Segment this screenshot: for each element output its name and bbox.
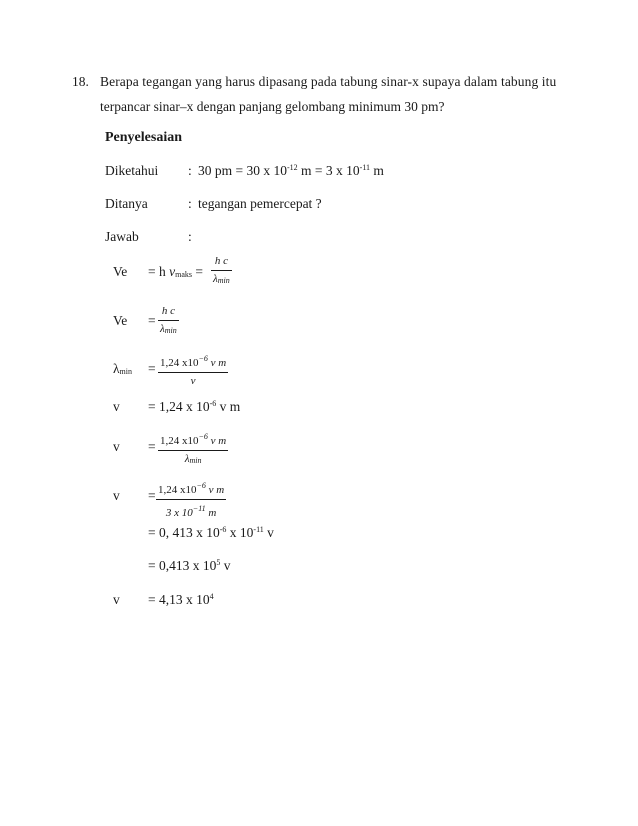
step5-eq: = — [148, 439, 156, 454]
solution-heading: Penyelesaian — [105, 130, 182, 145]
step8-rhs: = 0,413 x $10^5$ v — [148, 558, 231, 573]
answer-colon: : — [188, 229, 192, 244]
answer-label: Jawab — [105, 229, 139, 244]
asked-value: tegangan pemercepat ? — [198, 196, 322, 211]
step3-lhs: $\lambda_{min}$ — [113, 361, 132, 376]
step9-lhs: v — [113, 592, 120, 607]
question-text-line1: Berapa tegangan yang harus dipasang pada tabung sinar-x supaya dalam tabung itu — [100, 74, 557, 89]
known-value: 30 pm = 30 x $10^{-12}$ m = 3 x $10^{-11}$ m — [198, 163, 384, 178]
step4-rhs: = 1,24 x $10^{-6}$ v m — [148, 399, 241, 414]
step2-eq: = — [148, 313, 156, 328]
step1-lhs: Ve — [113, 264, 128, 279]
known-colon: : — [188, 163, 192, 178]
step5-fraction: 1,24 $x10^{-6}$ v m $\lambda_{min}$ — [160, 432, 227, 465]
step5-lhs: v — [113, 439, 120, 454]
step7-rhs: = 0, 413 x $10^{-6}$ x $10^{-11}$ v — [148, 525, 274, 540]
step2-lhs: Ve — [113, 313, 128, 328]
step4-lhs: v — [113, 399, 120, 414]
step1-rhs: = h $\nu_{maks}$ = — [148, 264, 204, 279]
question-text-line2: terpancar sinar–x dengan panjang gelombang minimum 30 pm? — [100, 99, 445, 114]
asked-label: Ditanya — [105, 196, 148, 211]
step9-rhs: = 4,13 x $10^4$ — [148, 592, 214, 607]
step1-fraction: h c $\lambda_{min}$ — [213, 255, 230, 285]
known-label: Diketahui — [105, 163, 159, 178]
step6-eq: = — [148, 488, 156, 503]
question-number: 18. — [72, 74, 89, 89]
step6-fraction: $\frac{1,24 x10^{-6} v m}{3 x 10^{-11} m}$ — [158, 481, 225, 519]
step3-fraction: $\frac{1,24 x10^{-6} v m}{v}$ — [160, 354, 227, 387]
step6-lhs: v — [113, 488, 120, 503]
step3-eq: = — [148, 361, 156, 376]
asked-colon: : — [188, 196, 192, 211]
step2-fraction: h c $\lambda_{min}$ — [160, 305, 177, 335]
